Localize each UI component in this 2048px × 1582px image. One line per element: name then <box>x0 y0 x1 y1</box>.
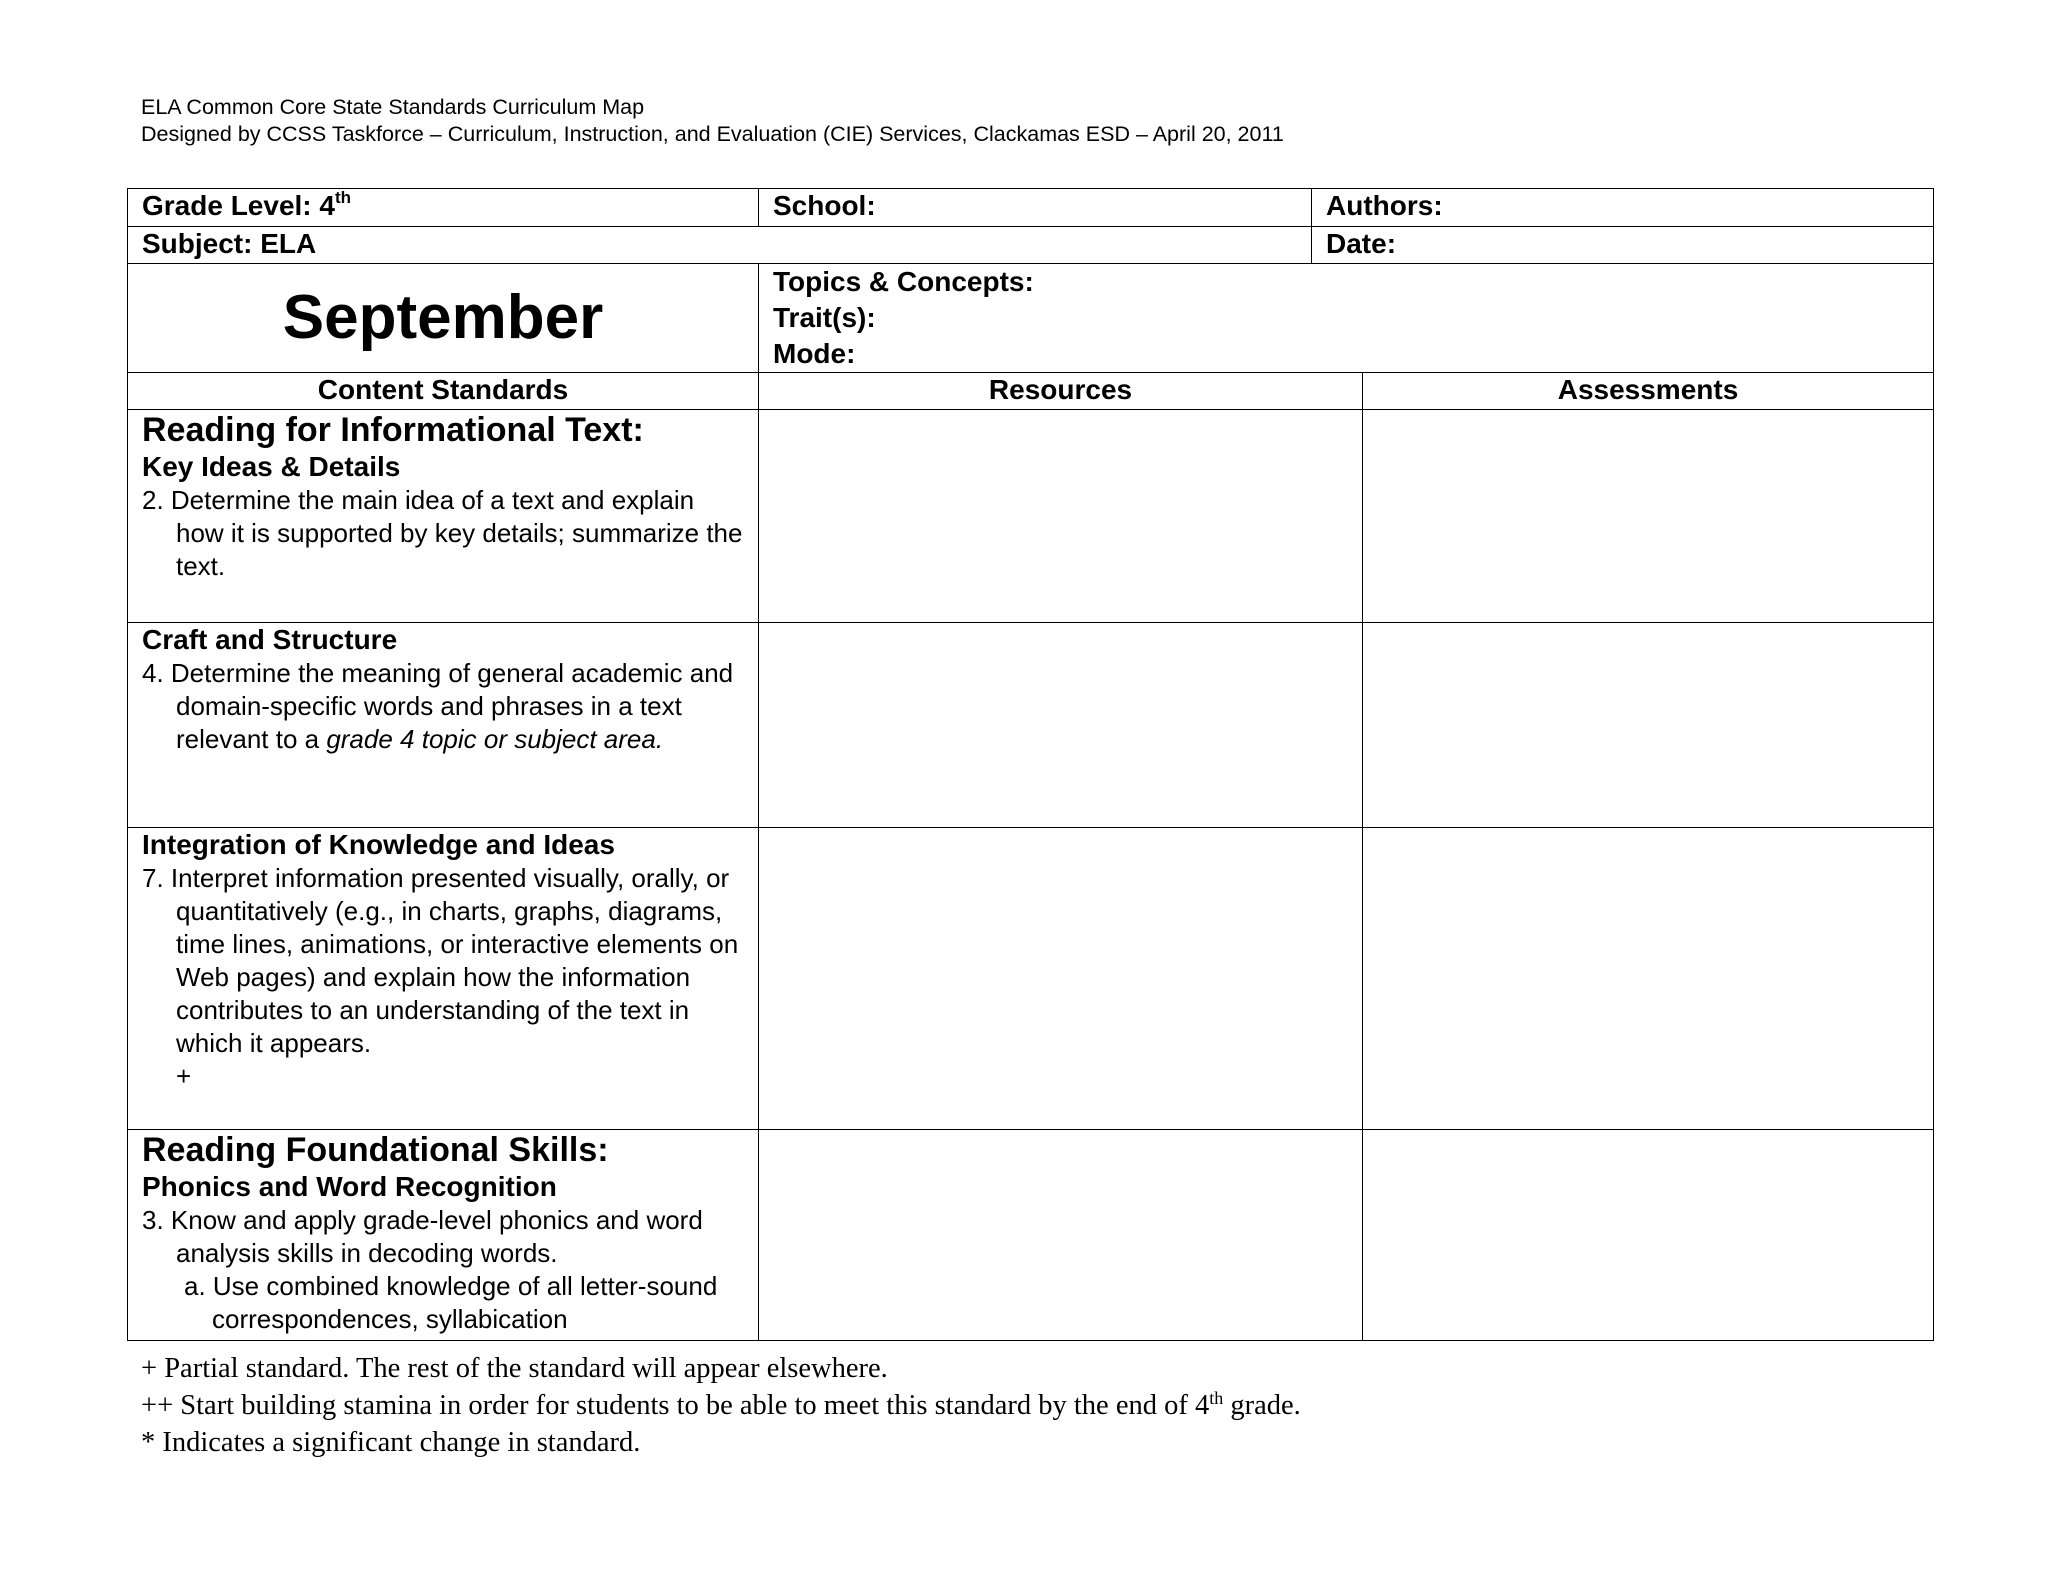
standard-text-ri7: 7. Interpret information presented visually, orally, or quantitatively (e.g., in charts, graphs, diagrams, time lines, animations, or interactive elements on Web pages) and explain how the information contributes to an understanding of the text in which it appears. <box>142 863 739 1058</box>
assessments-header: Assessments <box>1363 373 1934 410</box>
resources-cell-craft[interactable] <box>759 623 1363 828</box>
month-title: September <box>282 283 604 352</box>
standard-text-ri4-italic: grade 4 topic or subject area. <box>326 724 664 754</box>
month-cell <box>128 264 759 373</box>
authors-label: Authors: <box>1326 190 1443 221</box>
month-row <box>128 264 1934 373</box>
subject-label: Subject: ELA <box>142 228 317 259</box>
standard-row-craft <box>128 623 1934 828</box>
cluster-title-phonics: Phonics and Word Recognition <box>142 1171 557 1202</box>
standard-row-foundational <box>128 1130 1934 1341</box>
footnote-partial: + Partial standard. The rest of the standard will appear elsewhere. <box>141 1353 888 1384</box>
header-subtitle: Designed by CCSS Taskforce – Curriculum, Instruction, and Evaluation (CIE) Services, Clackamas ESD – April 20, 2011 <box>141 122 1284 146</box>
assessments-cell-rit[interactable] <box>1363 410 1934 623</box>
footnote-stamina <box>141 1387 1301 1424</box>
footnote-stamina-text: ++ Start building stamina in order for students to be able to meet this standard by the end of 4 <box>141 1390 1210 1421</box>
cluster-title-craft: Craft and Structure <box>142 624 398 655</box>
standard-row-integration <box>128 828 1934 1130</box>
assessments-cell-integration[interactable] <box>1363 828 1934 1130</box>
authors-cell <box>1312 189 1934 227</box>
column-header-row <box>128 373 1934 410</box>
grade-level-label: Grade Level: 4 <box>142 190 335 221</box>
footnotes <box>141 1350 1301 1461</box>
date-cell <box>1312 227 1934 264</box>
standard-cell-foundational <box>128 1130 759 1341</box>
topics-cell <box>759 264 1934 373</box>
standard-text-ri4 <box>142 657 744 756</box>
content-standards-header: Content Standards <box>128 373 759 410</box>
grade-level-cell <box>128 189 759 227</box>
footnote-stamina-end: grade. <box>1223 1390 1301 1421</box>
curriculum-map-table <box>127 188 1934 1341</box>
standard-text-rf3: 3. Know and apply grade-level phonics and word analysis skills in decoding words. <box>142 1205 703 1268</box>
cluster-title-integration: Integration of Knowledge and Ideas <box>142 829 615 860</box>
resources-cell-integration[interactable] <box>759 828 1363 1130</box>
school-label: School: <box>773 190 876 221</box>
domain-title-foundational: Reading Foundational Skills: <box>142 1131 609 1169</box>
subject-cell <box>128 227 1312 264</box>
date-label: Date: <box>1326 228 1397 259</box>
standard-cell-rit <box>128 410 759 623</box>
resources-cell-foundational[interactable] <box>759 1130 1363 1341</box>
standard-text-ri4-plain: 4. Determine the meaning of general academic and domain-specific words and phrases in a text relevant to a <box>142 658 734 754</box>
footnote-stamina-sup: th <box>1209 1388 1224 1408</box>
traits-label: Trait(s): <box>773 302 876 333</box>
standard-text-rf3a: a. Use combined knowledge of all letter-sound correspondences, syllabication <box>184 1271 718 1334</box>
assessments-cell-foundational[interactable] <box>1363 1130 1934 1341</box>
standard-row-rit <box>128 410 1934 623</box>
page-header <box>141 94 1284 148</box>
info-row-1 <box>128 189 1934 227</box>
standard-text-ri2: 2. Determine the main idea of a text and explain how it is supported by key details; summarize the text. <box>142 485 743 581</box>
header-title: ELA Common Core State Standards Curriculum Map <box>141 95 645 119</box>
school-cell <box>759 189 1312 227</box>
resources-cell-rit[interactable] <box>759 410 1363 623</box>
footnote-change: * Indicates a significant change in standard. <box>141 1427 641 1458</box>
assessments-cell-craft[interactable] <box>1363 623 1934 828</box>
grade-level-sup: th <box>334 188 352 207</box>
resources-header: Resources <box>759 373 1363 410</box>
info-row-2 <box>128 227 1934 264</box>
partial-standard-marker: + <box>176 1061 192 1091</box>
standard-cell-integration <box>128 828 759 1130</box>
standard-cell-craft <box>128 623 759 828</box>
domain-title-informational: Reading for Informational Text: <box>142 411 644 449</box>
mode-label: Mode: <box>773 338 856 369</box>
cluster-title-key-ideas: Key Ideas & Details <box>142 451 401 482</box>
topics-concepts-label: Topics & Concepts: <box>773 266 1034 297</box>
